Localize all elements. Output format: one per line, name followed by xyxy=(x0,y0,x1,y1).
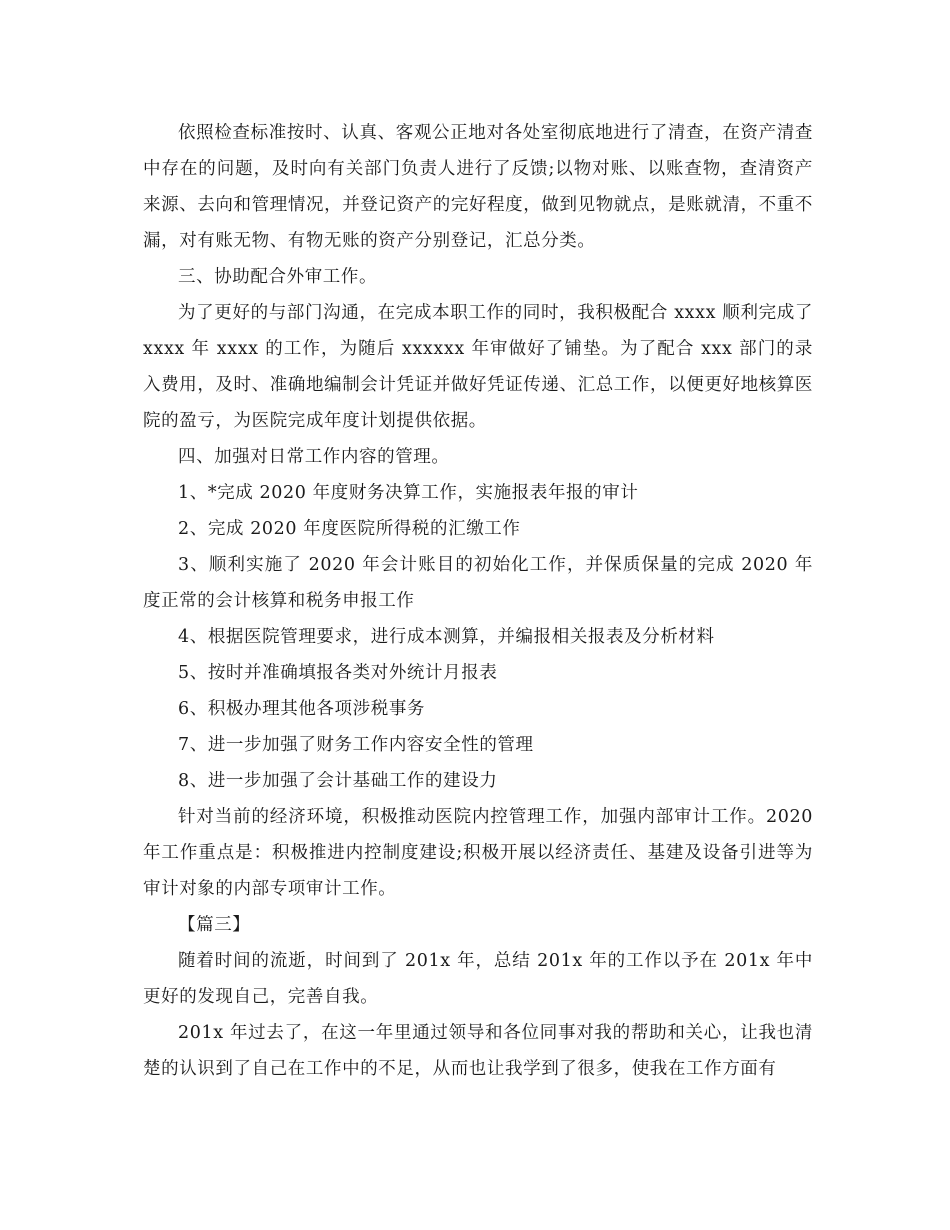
list-item-2: 2、完成 2020 年度医院所得税的汇缴工作 xyxy=(178,519,521,539)
paragraph-asset-check: 依照检查标准按时、认真、客观公正地对各处室彻底地进行了清查，在资产清查中存在的问题，及时向有关部门负责人进行了反馈;以物对账、以账查物，查清资产来源、去向和管理情况，并登记资产的完好程度，做到见物就点，是账就清，不重不漏，对有账无物、有物无账的资产分别登记，汇总分类。 xyxy=(143,123,813,251)
heading-section-4: 四、加强对日常工作内容的管理。 xyxy=(178,447,450,467)
list-item-3: 3、顺利实施了 2020 年会计账目的初始化工作，并保质保量的完成 2020 年度正常的会计核算和税务申报工作 xyxy=(143,555,813,611)
heading-section-3: 三、协助配合外审工作。 xyxy=(178,267,378,287)
list-item-7: 7、进一步加强了财务工作内容安全性的管理 xyxy=(178,735,534,755)
list-item-1: 1、*完成 2020 年度财务决算工作，实施报表年报的审计 xyxy=(178,483,639,503)
paragraph-time-passing: 随着时间的流逝，时间到了 201x 年，总结 201x 年的工作以予在 201x 年中更好的发现自己，完善自我。 xyxy=(143,951,813,1007)
paragraph-internal-audit: 针对当前的经济环境，积极推动医院内控管理工作，加强内部审计工作。2020 年工作重点是：积极推进内控制度建设;积极开展以经济责任、基建及设备引进等为审计对象的内部专项审计工作。 xyxy=(143,807,813,899)
document-body xyxy=(143,115,813,1087)
list-item-4: 4、根据医院管理要求，进行成本测算，并编报相关报表及分析材料 xyxy=(178,627,715,647)
paragraph-external-audit: 为了更好的与部门沟通，在完成本职工作的同时，我积极配合 xxxx 顺利完成了 xxxx 年 xxxx 的工作，为随后 xxxxxx 年审做好了铺垫。为了配合 xxx 部门的录入费用，及时、准确地编制会计凭证并做好凭证传递、汇总工作，以便更好地核算医院的盈亏，为医院完成年度计划提供依据。 xyxy=(143,303,813,431)
paragraph-year-review: 201x 年过去了，在这一年里通过领导和各位同事对我的帮助和关心，让我也清楚的认识到了自己在工作中的不足，从而也让我学到了很多，使我在工作方面有 xyxy=(143,1023,813,1079)
list-item-5: 5、按时并准确填报各类对外统计月报表 xyxy=(178,663,498,683)
section-title-part-3: 【篇三】 xyxy=(178,915,251,935)
list-item-6: 6、积极办理其他各项涉税事务 xyxy=(178,699,426,719)
list-item-8: 8、进一步加强了会计基础工作的建设力 xyxy=(178,771,498,791)
